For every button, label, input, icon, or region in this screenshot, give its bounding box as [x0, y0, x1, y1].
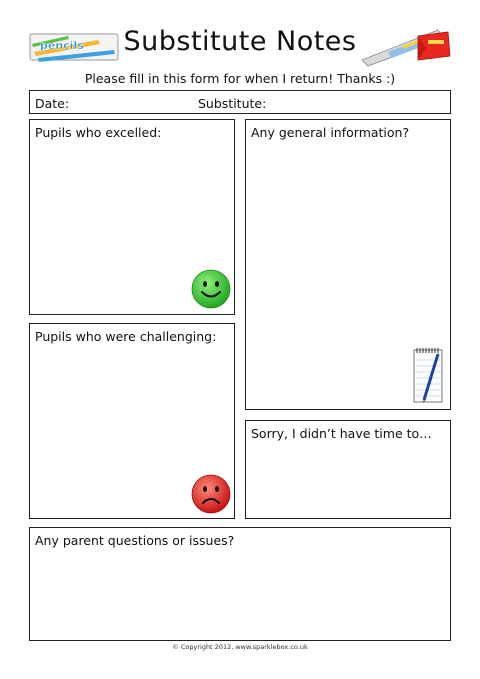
- notepad-pencil-icon: [412, 346, 446, 404]
- challenging-label: Pupils who were challenging:: [35, 329, 217, 344]
- sad-face-icon: [191, 474, 231, 514]
- challenging-box[interactable]: [29, 323, 235, 519]
- general-info-label: Any general information?: [251, 125, 410, 140]
- page-title: Substitute Notes: [123, 26, 357, 57]
- general-info-box[interactable]: [245, 119, 451, 410]
- date-label: Date:: [35, 96, 70, 111]
- excelled-label: Pupils who excelled:: [35, 125, 162, 140]
- sorry-box[interactable]: [245, 420, 451, 519]
- copyright-footer: © Copyright 2012, www.sparklebox.co.uk: [172, 643, 308, 651]
- pencils-logo-text: pencils: [40, 39, 84, 52]
- sorry-label: Sorry, I didn’t have time to…: [251, 426, 432, 441]
- date-substitute-row[interactable]: [29, 90, 451, 114]
- pencil-case-icon: [358, 26, 454, 68]
- parent-questions-label: Any parent questions or issues?: [35, 533, 235, 548]
- substitute-label: Substitute:: [198, 96, 267, 111]
- excelled-box[interactable]: [29, 119, 235, 315]
- smiley-face-icon: [191, 269, 231, 309]
- parent-questions-box[interactable]: [29, 527, 451, 641]
- page-subtitle: Please fill in this form for when I return! Thanks :): [84, 71, 396, 86]
